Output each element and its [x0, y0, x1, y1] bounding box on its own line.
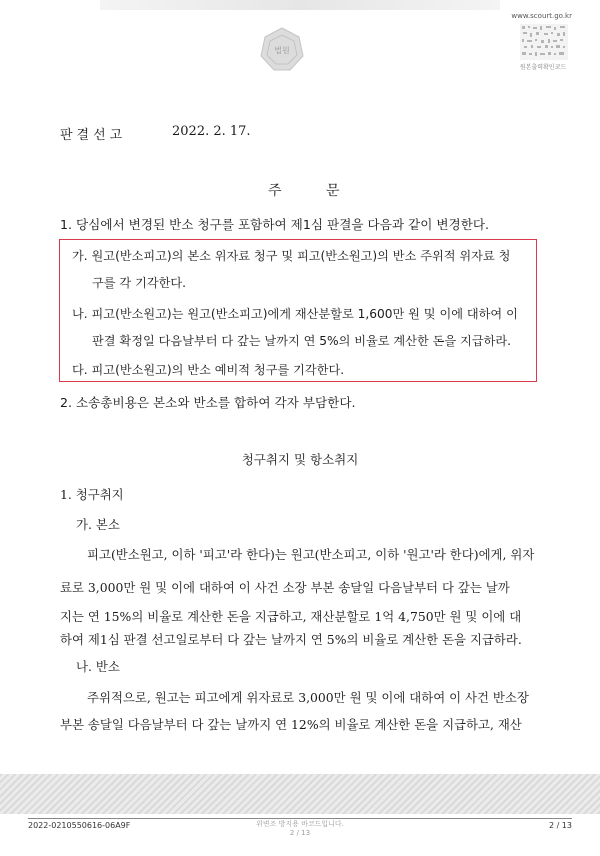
claims-subheading-1: 1. 청구취지	[60, 487, 124, 502]
site-url: www.scourt.go.kr	[511, 12, 572, 20]
court-seal-icon	[259, 26, 305, 72]
counterclaim-paragraph-line-2: 부본 송달일 다음날부터 다 갚는 날까지 연 12%의 비율로 계산한 돈을 지급하고, 재산	[60, 717, 522, 732]
order-ga-line-2: 구를 각 기각한다.	[92, 276, 187, 290]
footer-page-center: 2 / 13	[289, 829, 311, 837]
order-da-line-1: 다. 피고(반소원고)의 반소 예비적 청구를 기각한다.	[72, 363, 345, 377]
main-suit-paragraph-line-1: 피고(반소원고, 이하 '피고'라 한다)는 원고(반소피고, 이하 '원고'라 한다)에게, 위자	[87, 547, 535, 562]
footer-center-note	[250, 819, 350, 837]
order-item-2: 2. 소송총비용은 본소와 반소를 합하여 각자 부담한다.	[60, 395, 356, 410]
main-suit-paragraph-line-3: 지는 연 15%의 비율로 계산한 돈을 지급하고, 재산분할로 1억 4,750만 원 및 이에 대	[60, 609, 522, 624]
counterclaim-paragraph-line-1: 주위적으로, 원고는 피고에게 위자료로 3,000만 원 및 이에 대하여 이 사건 반소장	[87, 690, 529, 705]
declaration-label: 판결선고	[60, 128, 127, 143]
footer-document-id: 2022-0210550616-06A9F	[28, 821, 131, 830]
order-ga-line-1: 가. 원고(반소피고)의 본소 위자료 청구 및 피고(반소원고)의 반소 주위적 위자료 청	[72, 249, 511, 263]
claims-subheading-counterclaim: 나. 반소	[76, 659, 120, 674]
order-title: 주 문	[268, 183, 360, 199]
main-suit-paragraph-line-4: 하여 제1심 판결 선고일로부터 다 갚는 날까지 연 5%의 비율로 계산한 돈을 지급하라.	[60, 632, 522, 647]
claims-section-title: 청구취지 및 항소취지	[241, 452, 359, 467]
claims-subheading-main-suit: 가. 본소	[76, 517, 120, 532]
footer-mid-note: 위변조 방지용 바코드입니다.	[256, 820, 344, 828]
qr-caption: 원본출력확인코드	[519, 64, 567, 71]
seal-text: 법원	[274, 46, 290, 55]
main-suit-paragraph-line-2: 료로 3,000만 원 및 이에 대하여 이 사건 소장 부본 송달일 다음날부터 다 갚는 날까	[60, 580, 510, 595]
footer-page-number: 2 / 13	[548, 821, 572, 830]
declaration-date: 2022. 2. 17.	[172, 124, 251, 139]
order-item-1: 1. 당심에서 변경된 반소 청구를 포함하여 제1심 판결을 다음과 같이 변경한다.	[60, 217, 490, 232]
order-na-line-1: 나. 피고(반소원고)는 원고(반소피고)에게 재산분할로 1,600만 원 및 이에 대하여 이	[72, 307, 518, 321]
top-watermark-strip	[100, 0, 500, 10]
qr-code-icon	[520, 24, 568, 60]
footer-barcode-band	[0, 774, 600, 814]
order-na-line-2: 판결 확정일 다음날부터 다 갚는 날까지 연 5%의 비율로 계산한 돈을 지급하라.	[92, 334, 512, 348]
